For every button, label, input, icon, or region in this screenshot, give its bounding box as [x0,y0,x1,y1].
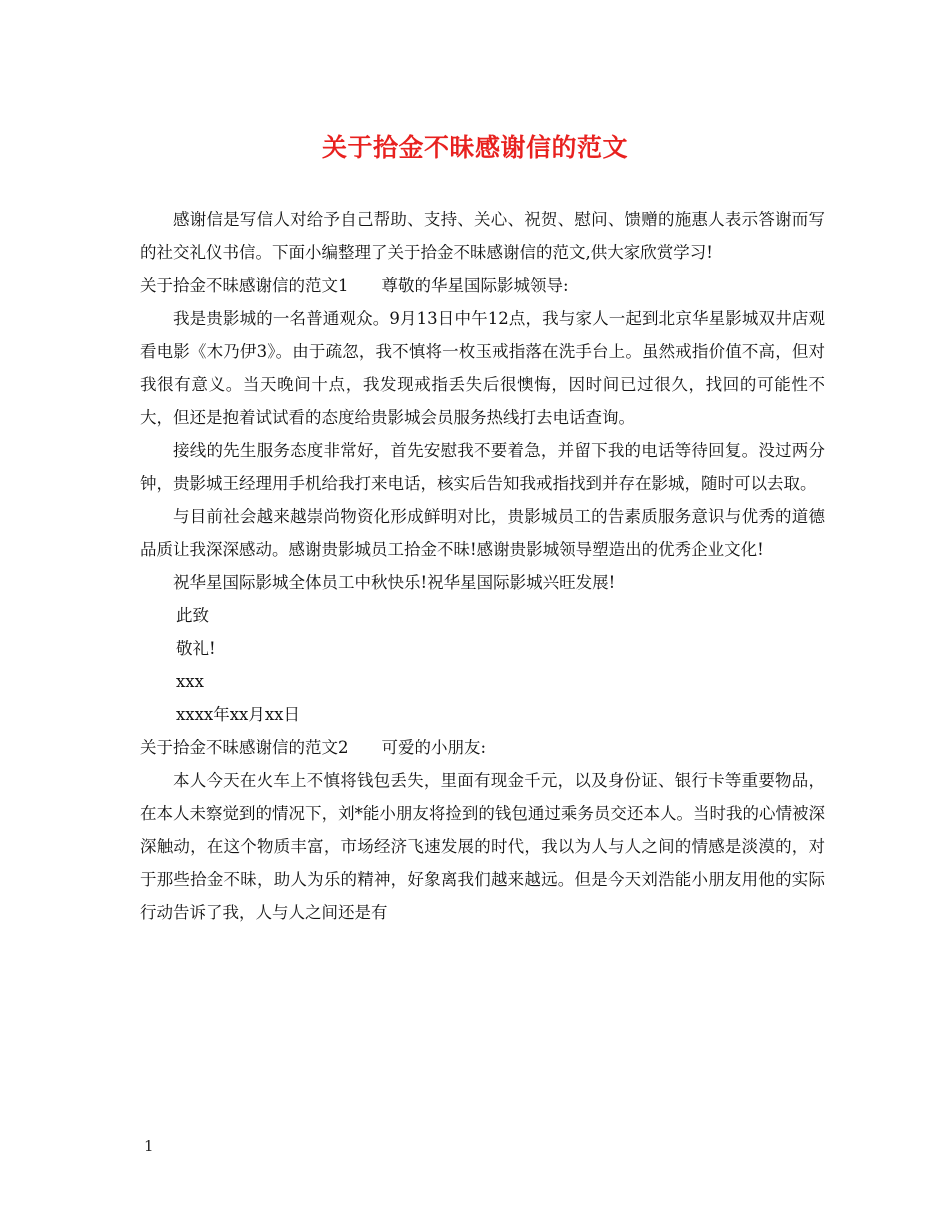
body-paragraph: 我是贵影城的一名普通观众。9月13日中午12点，我与家人一起到北京华星影城双井店观看电影《木乃伊3》。由于疏忽，我不慎将一枚玉戒指落在洗手台上。虽然戒指价值不高，但对我很有意义。当天晚间十点，我发现戒指丢失后很懊悔，因时间已过很久，找回的可能性不大，但还是抱着试试看的态度给贵影城会员服务热线打去电话查询。 [140,309,825,427]
date-line: xxxx年xx月xx日 [176,705,300,724]
page-number: 1 [144,1137,154,1155]
sample-2-heading: 关于拾金不昧感谢信的范文2 可爱的小朋友: [140,738,487,757]
document-title: 关于拾金不昧感谢信的范文 [321,133,628,162]
document-body [140,203,825,929]
signature-line: xxx [176,672,204,691]
salute-line: 敬礼! [176,639,216,658]
sample-1-heading: 关于拾金不昧感谢信的范文1 尊敬的华星国际影城领导: [140,276,569,295]
body-paragraph: 本人今天在火车上不慎将钱包丢失，里面有现金千元，以及身份证、银行卡等重要物品，在本人未察觉到的情况下，刘*能小朋友将捡到的钱包通过乘务员交还本人。当时我的心情被深深触动，在这个物质丰富，市场经济飞速发展的时代，我以为人与人之间的情感是淡漠的，对于那些拾金不昧，助人为乐的精神，好象离我们越来越远。但是今天刘浩能小朋友用他的实际行动告诉了我，人与人之间还是有 [140,771,825,922]
intro-paragraph: 感谢信是写信人对给予自己帮助、支持、关心、祝贺、慰问、馈赠的施惠人表示答谢而写的社交礼仪书信。下面小编整理了关于拾金不昧感谢信的范文,供大家欣赏学习! [140,210,825,262]
body-paragraph: 与目前社会越来越崇尚物资化形成鲜明对比，贵影城员工的告素质服务意识与优秀的道德品质让我深深感动。感谢贵影城员工拾金不昧!感谢贵影城领导塑造出的优秀企业文化! [140,507,825,559]
closing-line: 此致 [176,606,209,625]
body-paragraph: 接线的先生服务态度非常好，首先安慰我不要着急，并留下我的电话等待回复。没过两分钟，贵影城王经理用手机给我打来电话，核实后告知我戒指找到并存在影城，随时可以去取。 [140,441,825,493]
body-paragraph: 祝华星国际影城全体员工中秋快乐!祝华星国际影城兴旺发展! [173,573,616,592]
